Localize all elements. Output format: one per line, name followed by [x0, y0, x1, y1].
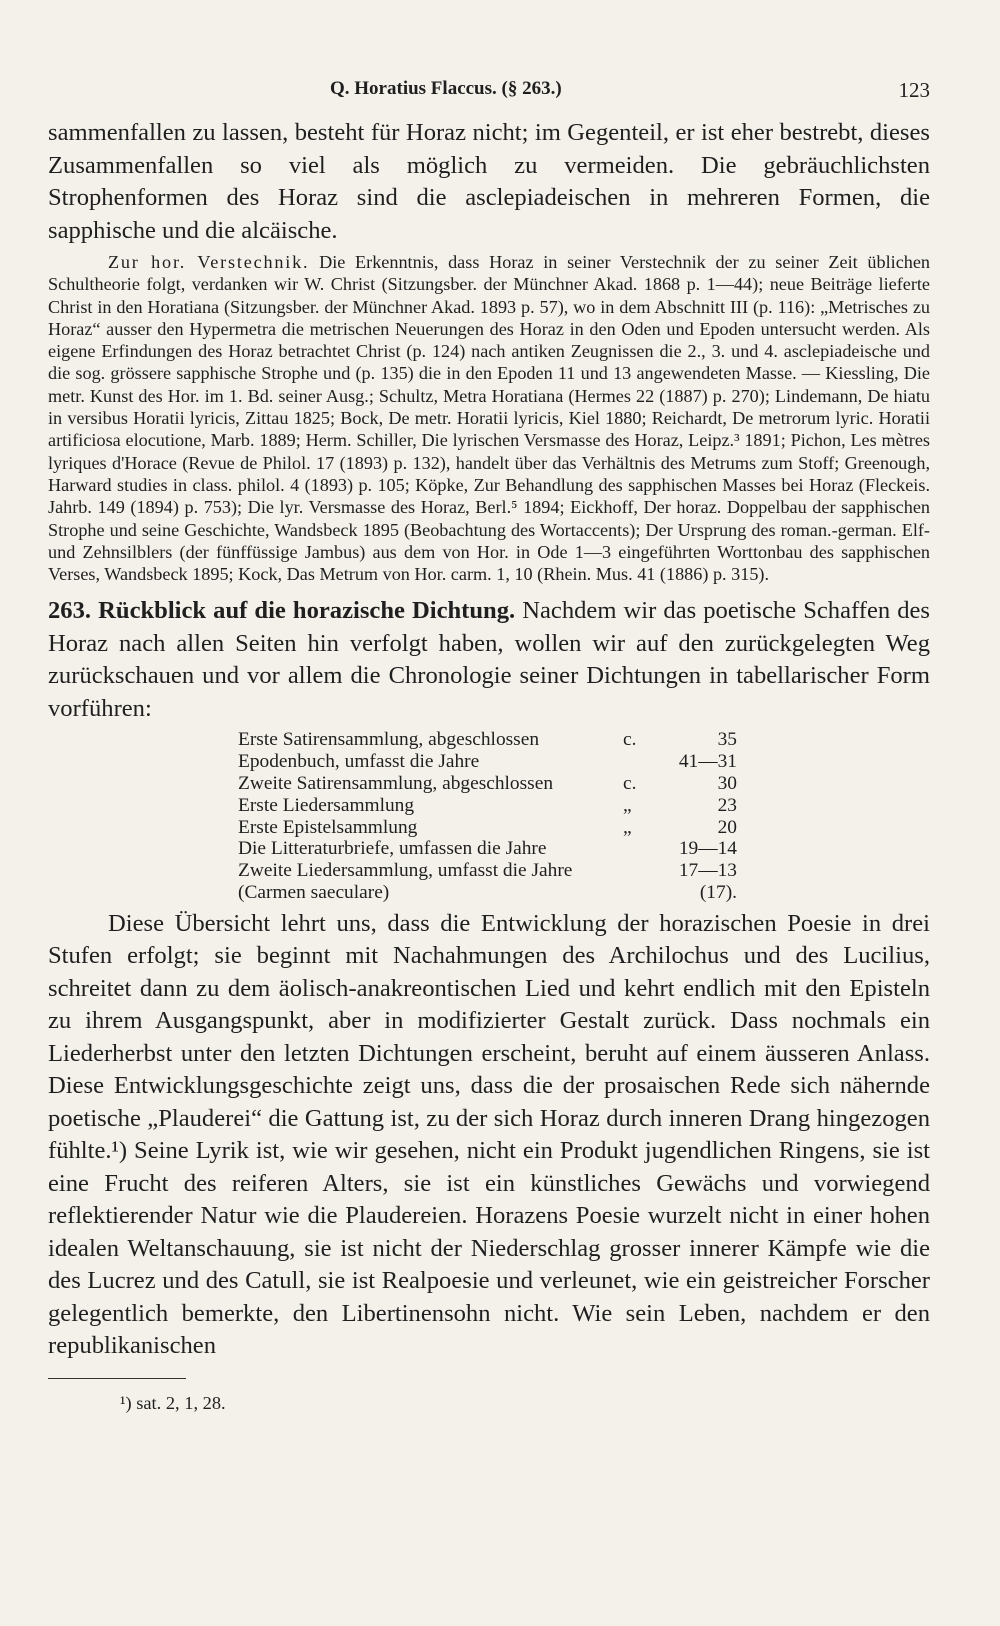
versification-notes: [48, 251, 930, 585]
page-number: 123: [898, 78, 930, 102]
section-number: 263.: [48, 597, 92, 625]
running-title: Q. Horatius Flaccus. (§ 263.): [330, 78, 562, 99]
chronology-date: (17).: [699, 882, 737, 904]
chronology-row: [238, 860, 737, 882]
closing-paragraph: Diese Übersicht lehrt uns, dass die Entwicklung der horazischen Poesie in drei Stufen erfolgt; sie beginnt mit Nachahmungen des Archilochus und des Lucilius, schreitet dann zu dem äolisch-anakreontischen Lied und kehrt endlich mit den Episteln zu ihrem Ausgangspunkt, aber in modifizierter Gestalt zurück. Dass nochmals ein Liederherbst unter den letzten Dichtungen erscheint, beruht auf einem äusseren Anlass. Diese Entwicklungsgeschichte zeigt uns, dass die der prosaischen Rede sich nähernde poetische „Plauderei“ die Gattung ist, zu der sich Horaz durch inneren Drang hingezogen fühlte.¹) Seine Lyrik ist, wie wir gesehen, nicht ein Produkt jugendlichen Ringens, sie ist eine Frucht des reiferen Alters, sie ist ein künstliches Gewächs und vorwiegend reflektierender Natur wie die Plaudereien. Horazens Poesie wurzelt nicht in einer hohen idealen Weltanschauung, sie ist nicht der Niederschlag grosser innerer Kämpfe wie die des Lucrez und des Catull, sie ist Realpoesie und verleunet, wie ein geistreicher Forscher gelegentlich bemerkte, den Libertinensohn nicht. Wie sein Leben, nachdem er den republikanischen: [48, 909, 930, 1360]
chronology-label: Die Litteraturbriefe, umfassen die Jahre: [238, 838, 547, 860]
chronology-row: [238, 729, 737, 751]
chronology-mark: [623, 860, 667, 882]
chronology-row: [238, 773, 737, 795]
chronology-date: 41—31: [678, 751, 737, 773]
chronology-date: 17—13: [678, 860, 737, 882]
chronology-table: [238, 729, 737, 903]
chronology-label: Zweite Liedersammlung, umfasst die Jahre: [238, 860, 573, 882]
chronology-date: 20: [717, 816, 737, 838]
chronology-mark: c.: [623, 773, 637, 795]
chronology-row: [238, 817, 737, 839]
chronology-date: 30: [717, 773, 737, 795]
chronology-mark: [623, 838, 667, 860]
footnote: ¹) sat. 2, 1, 28.: [120, 1392, 226, 1413]
chronology-row: [238, 838, 737, 860]
chronology-mark: [623, 751, 667, 773]
chronology-date: 23: [717, 794, 737, 816]
section-263: [48, 595, 930, 725]
running-header: [48, 78, 930, 108]
chronology-row: [238, 795, 737, 817]
chronology-row: [238, 751, 737, 773]
chronology-date: 19—14: [678, 838, 737, 860]
section-intro: Nachdem wir das poetische Schaffen des Horaz nach allen Seiten hin verfolgt haben, wollen wir auf den zurückgelegten Weg zurückschauen und vor allem die Chronologie seiner Dichtungen in tabellarischer Form vorführen:: [48, 597, 931, 722]
chronology-label: Epodenbuch, umfasst die Jahre: [238, 751, 480, 773]
chronology-mark: c.: [623, 729, 637, 751]
intro-paragraph: sammenfallen zu lassen, besteht für Horaz nicht; im Gegenteil, er ist eher bestrebt, dieses Zusammenfallen so viel als möglich zu vermeiden. Die gebräuchlichsten Strophenformen des Horaz sind die asclepiadeischen in mehreren Formen, die sapphische und die alcäische.: [48, 119, 930, 244]
notes-text: Die Erkenntnis, dass Horaz in seiner Verstechnik der zu seiner Zeit üblichen Schultheorie folgt, verdanken wir W. Christ (Sitzungsber. der Münchner Akad. 1868 p. 1—44); neue Beiträge lieferte Christ in den Horatiana (Sitzungsber. der Münchner Akad. 1893 p. 57), wo in dem Abschnitt III (p. 116): „Metrisches zu Horaz“ ausser den Hypermetra die metrischen Neuerungen des Horaz in den Oden und Epoden untersucht werden. Als eigene Erfindungen des Horaz betrachtet Christ (p. 124) nach antiken Zeugnissen die 2., 3. und 4. asclepiadeische und die sog. grössere sapphische Strophe und (p. 135) die in den Epoden 11 und 13 angewendeten Masse. — Kiessling, Die metr. Kunst des Hor. im 1. Bd. seiner Ausg.; Schultz, Metra Horatiana (Hermes 22 (1887) p. 270); Lindemann, De hiatu in versibus Horatii lyricis, Zittau 1825; Bock, De metr. Horatii lyricis, Kiel 1880; Reichardt, De metrorum lyric. Horatii artificiosa elocutione, Marb. 1889; Herm. Schiller, Die lyrischen Versmasse des Horaz, Leipz.³ 1891; Pichon, Les mètres lyriques d'Horace (Revue de Philol. 17 (1893) p. 132), handelt über das Verhältnis des Metrums zum Stoff; Greenough, Harward studies in class. philol. 4 (1893) p. 105; Köpke, Zur Behandlung des sapphischen Masses bei Horaz (Fleckeis. Jahrb. 149 (1894) p. 753); Die lyr. Versmasse des Horaz, Berl.⁵ 1894; Eickhoff, Der horaz. Doppelbau der sapphischen Strophe und seine Geschichte, Wandsbeck 1895 (Beobachtung des Wortaccents); Der Ursprung des roman.-german. Elf- und Zehnsilblers (der fünffüssige Jambus) aus dem von Hor. in Ode 1—3 eingeführten Worttonbau des sapphischen Verses, Wandsbeck 1895; Kock, Das Metrum von Hor. carm. 1, 10 (Rhein. Mus. 41 (1886) p. 315).: [48, 252, 931, 585]
chronology-label: Erste Satirensammlung, abgeschlossen: [238, 729, 540, 751]
chronology-label: (Carmen saeculare): [238, 882, 390, 904]
chronology-mark: [623, 882, 667, 904]
chronology-mark: „: [623, 794, 632, 816]
chronology-label: Zweite Satirensammlung, abgeschlossen: [238, 773, 554, 795]
chronology-label: Erste Epistelsammlung: [238, 816, 418, 838]
section-title: Rückblick auf die horazische Dichtung.: [98, 597, 516, 625]
chronology-mark: „: [623, 816, 632, 838]
chronology-date: 35: [717, 729, 737, 751]
book-page: [48, 78, 930, 1414]
notes-heading: Zur hor. Verstechnik.: [108, 252, 310, 272]
chronology-row: [238, 882, 737, 904]
chronology-label: Erste Liedersammlung: [238, 794, 415, 816]
footnote-divider: [48, 1378, 186, 1379]
